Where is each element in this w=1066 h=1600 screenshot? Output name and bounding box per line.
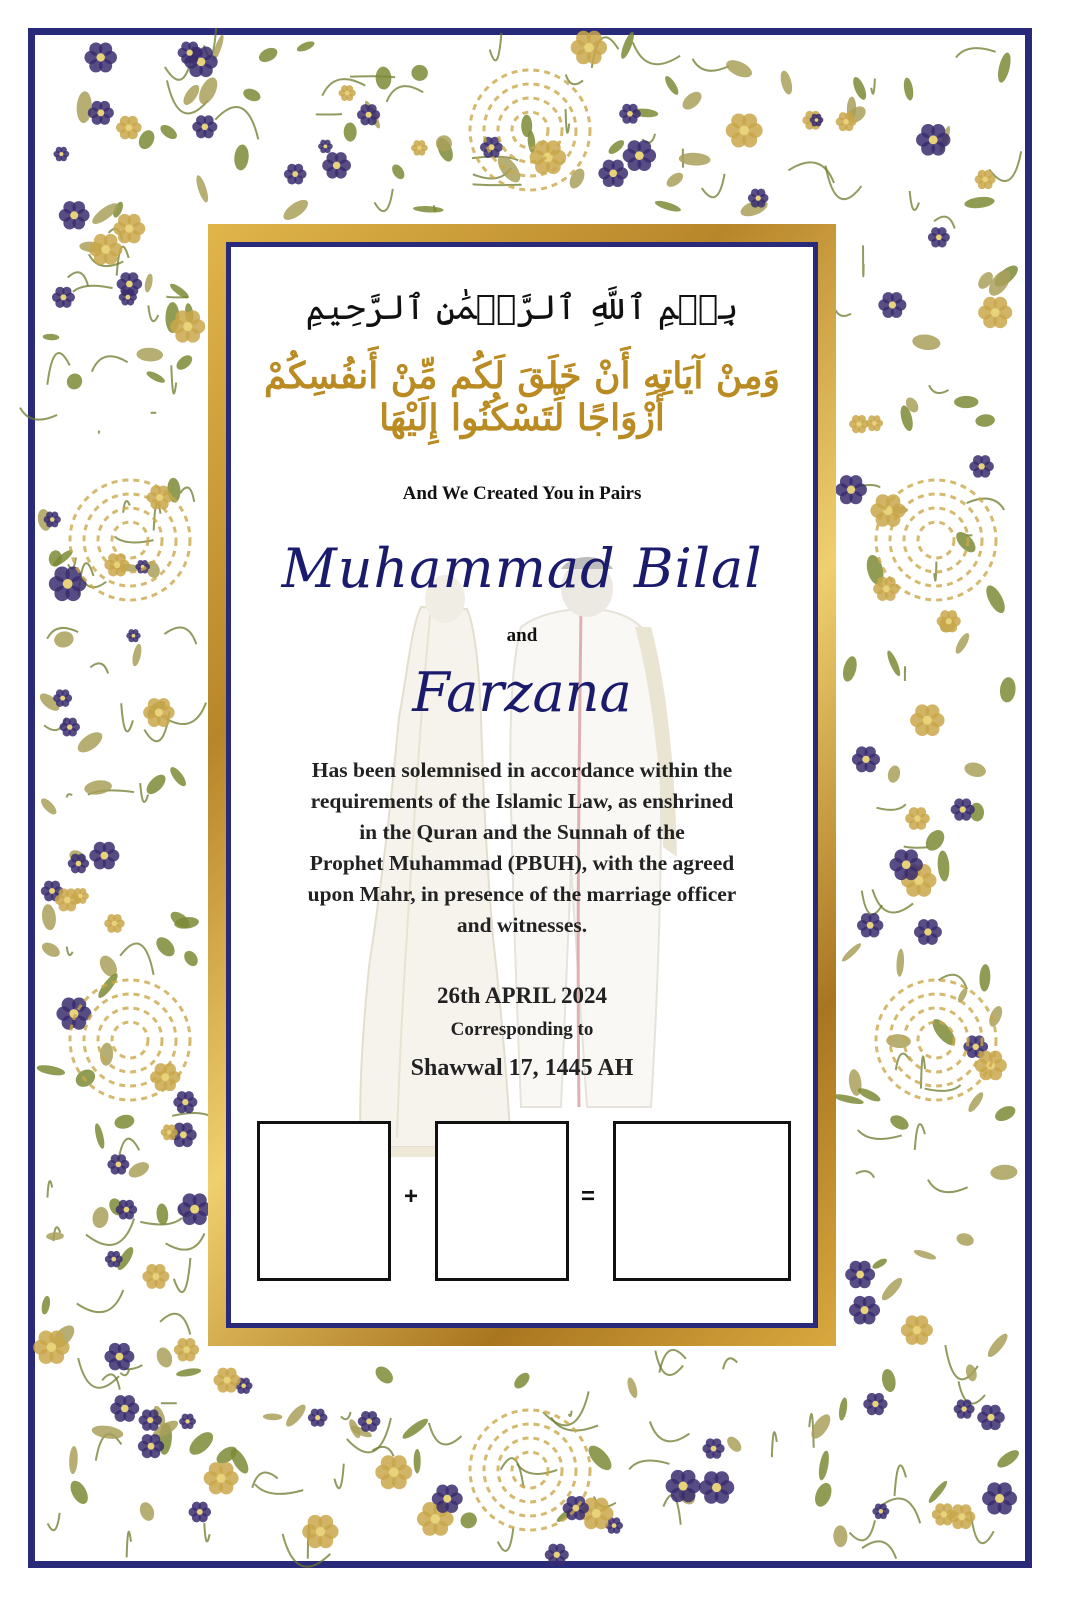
statement-line: Has been solemnised in accordance within the: [311, 758, 733, 782]
statement-line: upon Mahr, in presence of the marriage officer: [307, 882, 737, 906]
statement-line: Prophet Muhammad (PBUH), with the agreed: [309, 851, 735, 875]
bismillah-calligraphy: بِسۡمِ ٱللَّهِ ٱلرَّحۡمَٰنِ ٱلرَّحِيمِ: [305, 288, 739, 328]
verse-calligraphy: وَمِنْ آيَاتِهِ أَنْ خَلَقَ لَكُم مِّنْ أَنفُسِكُمْ أَزْوَاجًا لِّتَسْكُنُوا إِلَيْهَا: [264, 355, 780, 439]
bride-name: Farzana: [412, 661, 632, 724]
conjunction-text: and: [506, 625, 538, 646]
certificate-panel: [226, 242, 818, 1328]
couple-photo-box: [613, 1121, 791, 1281]
plus-sign: +: [404, 1183, 419, 1210]
subtitle: And We Created You in Pairs: [402, 483, 642, 504]
corresponding-label: Corresponding to: [450, 1019, 594, 1040]
gregorian-date: 26th APRIL 2024: [437, 983, 607, 1008]
statement-line: in the Quran and the Sunnah of the: [359, 820, 685, 844]
groom-name: Muhammad Bilal: [281, 537, 763, 600]
bride-photo-box: [435, 1121, 569, 1281]
hijri-date: Shawwal 17, 1445 AH: [410, 1055, 634, 1081]
groom-photo-box: [257, 1121, 391, 1281]
equals-sign: =: [581, 1183, 596, 1210]
statement-line: and witnesses.: [456, 913, 588, 937]
statement-line: requirements of the Islamic Law, as enshrined: [310, 789, 734, 813]
solemnisation-statement: [231, 755, 813, 941]
